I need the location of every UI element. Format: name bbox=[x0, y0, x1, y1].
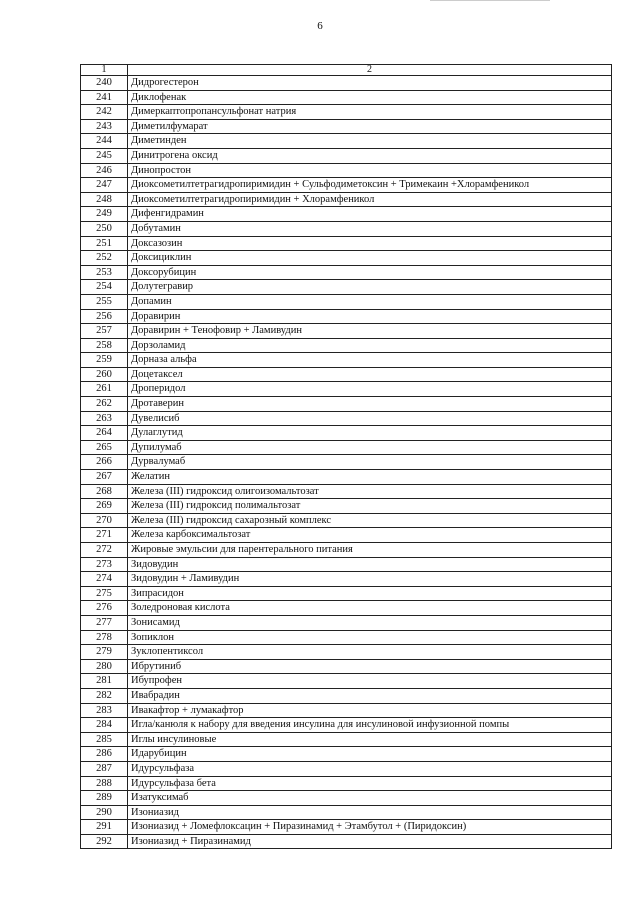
row-number: 261 bbox=[81, 382, 128, 397]
page-number: 6 bbox=[317, 20, 323, 32]
drug-name: Доцетаксел bbox=[128, 367, 612, 382]
table-row bbox=[81, 543, 612, 558]
table-row bbox=[81, 163, 612, 178]
row-number: 278 bbox=[81, 630, 128, 645]
scan-artifact bbox=[430, 0, 550, 4]
table-row bbox=[81, 703, 612, 718]
row-number: 251 bbox=[81, 236, 128, 251]
row-number: 249 bbox=[81, 207, 128, 222]
drug-name: Диклофенак bbox=[128, 90, 612, 105]
drug-name: Ивакафтор + лумакафтор bbox=[128, 703, 612, 718]
table-row bbox=[81, 834, 612, 849]
drug-name: Динитрогена оксид bbox=[128, 148, 612, 163]
table-row bbox=[81, 192, 612, 207]
row-number: 282 bbox=[81, 688, 128, 703]
table-row bbox=[81, 338, 612, 353]
drug-name: Изониазид bbox=[128, 805, 612, 820]
table-row bbox=[81, 76, 612, 91]
row-number: 280 bbox=[81, 659, 128, 674]
drug-name: Зидовудин bbox=[128, 557, 612, 572]
row-number: 241 bbox=[81, 90, 128, 105]
row-number: 247 bbox=[81, 178, 128, 193]
table-row bbox=[81, 513, 612, 528]
table-row bbox=[81, 674, 612, 689]
drug-name: Доксорубицин bbox=[128, 265, 612, 280]
row-number: 248 bbox=[81, 192, 128, 207]
row-number: 268 bbox=[81, 484, 128, 499]
drug-name: Дорзоламид bbox=[128, 338, 612, 353]
table-row bbox=[81, 615, 612, 630]
drug-name: Диметинден bbox=[128, 134, 612, 149]
row-number: 284 bbox=[81, 718, 128, 733]
drug-name: Игла/канюля к набору для введения инсулина для инсулиновой инфузионной помпы bbox=[128, 718, 612, 733]
drug-name: Доравирин + Тенофовир + Ламивудин bbox=[128, 324, 612, 339]
drug-name: Зуклопентиксол bbox=[128, 645, 612, 660]
drug-name: Дурвалумаб bbox=[128, 455, 612, 470]
drug-name: Динопростон bbox=[128, 163, 612, 178]
drug-name: Дупилумаб bbox=[128, 440, 612, 455]
row-number: 266 bbox=[81, 455, 128, 470]
table-row bbox=[81, 148, 612, 163]
table-row bbox=[81, 411, 612, 426]
row-number: 270 bbox=[81, 513, 128, 528]
row-number: 291 bbox=[81, 820, 128, 835]
drug-name: Долутегравир bbox=[128, 280, 612, 295]
row-number: 254 bbox=[81, 280, 128, 295]
drug-name: Дидрогестерон bbox=[128, 76, 612, 91]
drug-name: Зидовудин + Ламивудин bbox=[128, 572, 612, 587]
row-number: 275 bbox=[81, 586, 128, 601]
table-row bbox=[81, 178, 612, 193]
table-row bbox=[81, 557, 612, 572]
table-header-row bbox=[81, 65, 612, 76]
row-number: 273 bbox=[81, 557, 128, 572]
drug-name: Доксициклин bbox=[128, 251, 612, 266]
table-row bbox=[81, 280, 612, 295]
drug-name: Диоксометилтетрагидропиримидин + Хлорамфеникол bbox=[128, 192, 612, 207]
row-number: 274 bbox=[81, 572, 128, 587]
drug-name: Изониазид + Пиразинамид bbox=[128, 834, 612, 849]
table-row bbox=[81, 440, 612, 455]
row-number: 256 bbox=[81, 309, 128, 324]
row-number: 286 bbox=[81, 747, 128, 762]
table-row bbox=[81, 236, 612, 251]
table-row bbox=[81, 791, 612, 806]
row-number: 271 bbox=[81, 528, 128, 543]
drug-name: Диметилфумарат bbox=[128, 119, 612, 134]
row-number: 243 bbox=[81, 119, 128, 134]
row-number: 244 bbox=[81, 134, 128, 149]
table-body bbox=[81, 76, 612, 849]
table-row bbox=[81, 776, 612, 791]
row-number: 292 bbox=[81, 834, 128, 849]
table-row bbox=[81, 397, 612, 412]
drug-name: Доравирин bbox=[128, 309, 612, 324]
drug-name: Железа (III) гидроксид сахарозный комплекс bbox=[128, 513, 612, 528]
table-row bbox=[81, 718, 612, 733]
table-row bbox=[81, 426, 612, 441]
table-row bbox=[81, 747, 612, 762]
table-row bbox=[81, 528, 612, 543]
drug-name: Диоксометилтетрагидропиримидин + Сульфодиметоксин + Тримекаин +Хлорамфеникол bbox=[128, 178, 612, 193]
drug-name: Ивабрадин bbox=[128, 688, 612, 703]
drug-name: Иглы инсулиновые bbox=[128, 732, 612, 747]
row-number: 260 bbox=[81, 367, 128, 382]
drug-name: Добутамин bbox=[128, 221, 612, 236]
table-row bbox=[81, 309, 612, 324]
row-number: 258 bbox=[81, 338, 128, 353]
column-header-name: 2 bbox=[128, 65, 612, 76]
drug-name: Желатин bbox=[128, 470, 612, 485]
row-number: 255 bbox=[81, 294, 128, 309]
row-number: 287 bbox=[81, 761, 128, 776]
row-number: 289 bbox=[81, 791, 128, 806]
row-number: 279 bbox=[81, 645, 128, 660]
row-number: 281 bbox=[81, 674, 128, 689]
drug-name: Идарубицин bbox=[128, 747, 612, 762]
drug-name: Железа карбоксимальтозат bbox=[128, 528, 612, 543]
table-row bbox=[81, 294, 612, 309]
drug-name: Ибупрофен bbox=[128, 674, 612, 689]
table-row bbox=[81, 659, 612, 674]
row-number: 252 bbox=[81, 251, 128, 266]
drug-name: Зонисамид bbox=[128, 615, 612, 630]
drug-name: Изатуксимаб bbox=[128, 791, 612, 806]
table-row bbox=[81, 572, 612, 587]
table-row bbox=[81, 324, 612, 339]
table-row bbox=[81, 455, 612, 470]
row-number: 250 bbox=[81, 221, 128, 236]
drug-name: Дроперидол bbox=[128, 382, 612, 397]
drug-name: Допамин bbox=[128, 294, 612, 309]
row-number: 267 bbox=[81, 470, 128, 485]
drug-name: Дифенгидрамин bbox=[128, 207, 612, 222]
drug-name: Доксазозин bbox=[128, 236, 612, 251]
drug-table bbox=[80, 64, 612, 849]
table-row bbox=[81, 630, 612, 645]
table-row bbox=[81, 645, 612, 660]
row-number: 262 bbox=[81, 397, 128, 412]
table-row bbox=[81, 265, 612, 280]
table-row bbox=[81, 484, 612, 499]
drug-name: Железа (III) гидроксид полимальтозат bbox=[128, 499, 612, 514]
table-row bbox=[81, 805, 612, 820]
drug-name: Изониазид + Ломефлоксацин + Пиразинамид + Этамбутол + (Пиридоксин) bbox=[128, 820, 612, 835]
table-row bbox=[81, 90, 612, 105]
table-row bbox=[81, 601, 612, 616]
row-number: 277 bbox=[81, 615, 128, 630]
table-row bbox=[81, 105, 612, 120]
drug-name: Дорназа альфа bbox=[128, 353, 612, 368]
row-number: 288 bbox=[81, 776, 128, 791]
drug-name: Ибрутиниб bbox=[128, 659, 612, 674]
drug-name: Железа (III) гидроксид олигоизомальтозат bbox=[128, 484, 612, 499]
drug-name: Идурсульфаза bbox=[128, 761, 612, 776]
drug-name: Зопиклон bbox=[128, 630, 612, 645]
row-number: 240 bbox=[81, 76, 128, 91]
table-row bbox=[81, 119, 612, 134]
table-row bbox=[81, 367, 612, 382]
drug-name: Жировые эмульсии для парентерального питания bbox=[128, 543, 612, 558]
drug-name: Золедроновая кислота bbox=[128, 601, 612, 616]
table-row bbox=[81, 382, 612, 397]
row-number: 272 bbox=[81, 543, 128, 558]
row-number: 263 bbox=[81, 411, 128, 426]
table-row bbox=[81, 470, 612, 485]
table-row bbox=[81, 251, 612, 266]
drug-name: Дротаверин bbox=[128, 397, 612, 412]
row-number: 290 bbox=[81, 805, 128, 820]
table-row bbox=[81, 761, 612, 776]
table-row bbox=[81, 134, 612, 149]
row-number: 283 bbox=[81, 703, 128, 718]
table-row bbox=[81, 207, 612, 222]
table-row bbox=[81, 688, 612, 703]
row-number: 257 bbox=[81, 324, 128, 339]
row-number: 265 bbox=[81, 440, 128, 455]
table-row bbox=[81, 820, 612, 835]
table-row bbox=[81, 353, 612, 368]
table-row bbox=[81, 221, 612, 236]
row-number: 285 bbox=[81, 732, 128, 747]
drug-name: Димеркаптопропансульфонат натрия bbox=[128, 105, 612, 120]
table-row bbox=[81, 586, 612, 601]
drug-name: Зипрасидон bbox=[128, 586, 612, 601]
drug-name: Идурсульфаза бета bbox=[128, 776, 612, 791]
table-row bbox=[81, 732, 612, 747]
row-number: 264 bbox=[81, 426, 128, 441]
row-number: 259 bbox=[81, 353, 128, 368]
row-number: 245 bbox=[81, 148, 128, 163]
row-number: 253 bbox=[81, 265, 128, 280]
row-number: 242 bbox=[81, 105, 128, 120]
table-row bbox=[81, 499, 612, 514]
row-number: 269 bbox=[81, 499, 128, 514]
column-header-number: 1 bbox=[81, 65, 128, 76]
drug-name: Дулаглутид bbox=[128, 426, 612, 441]
drug-name: Дувелисиб bbox=[128, 411, 612, 426]
row-number: 246 bbox=[81, 163, 128, 178]
row-number: 276 bbox=[81, 601, 128, 616]
